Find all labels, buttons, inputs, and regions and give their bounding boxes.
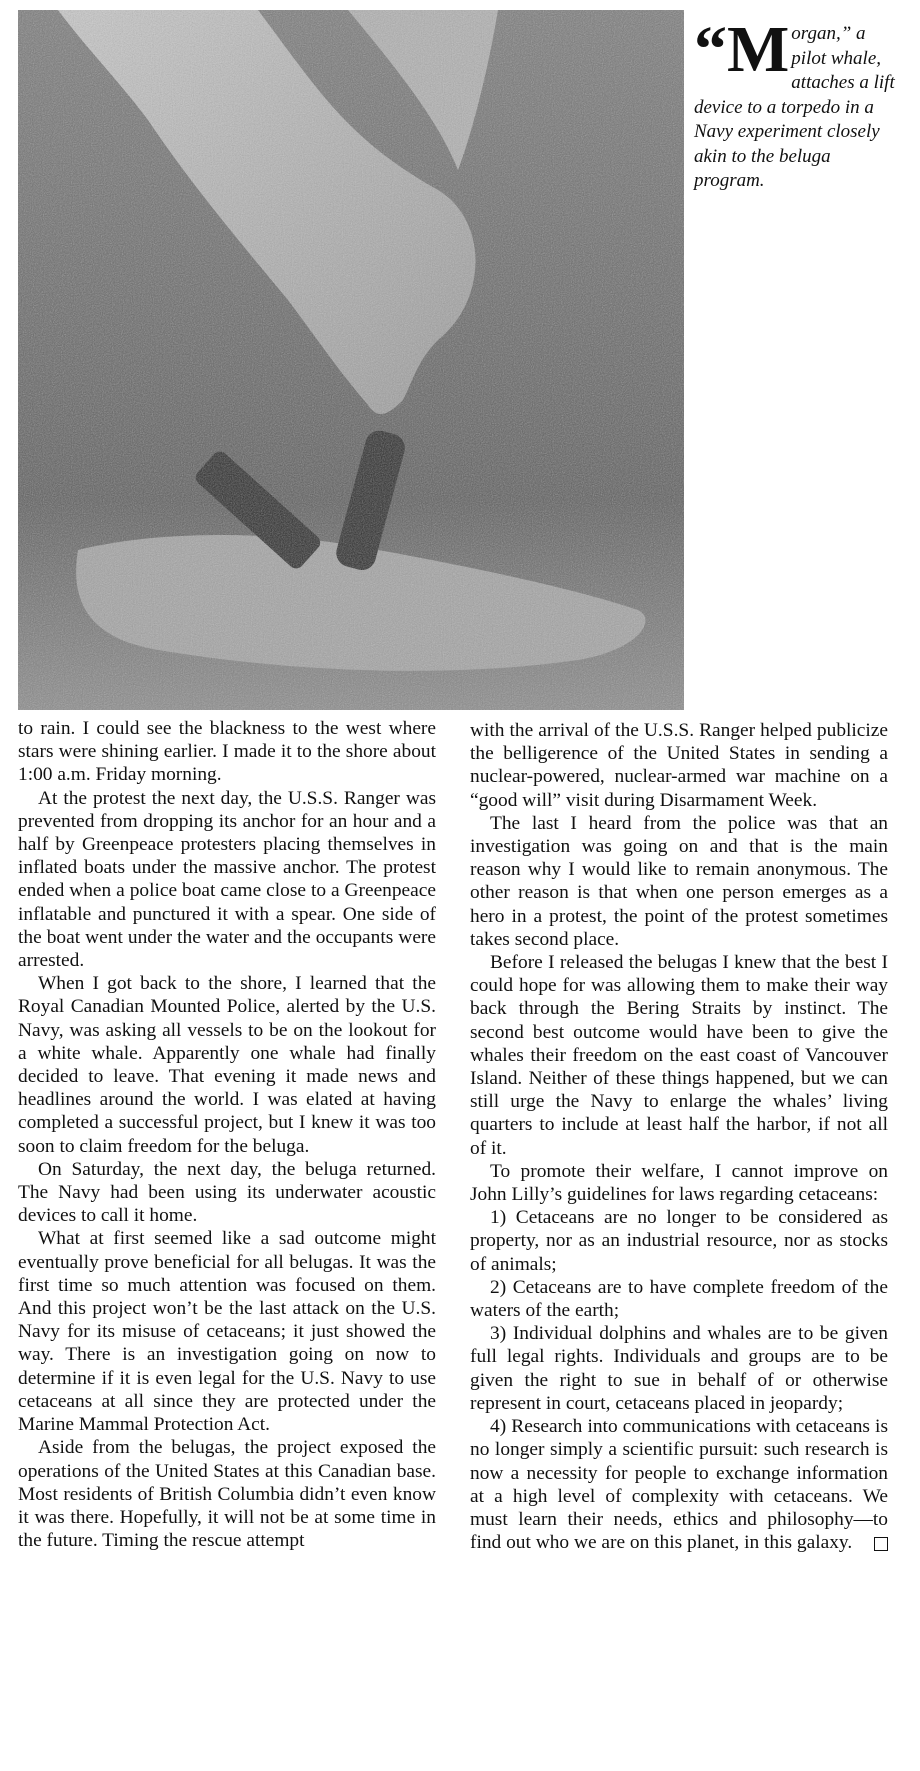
paragraph: with the arrival of the U.S.S. Ranger helped publicize the belligerence of the United States in sending a nuclear-powered, nuclear-armed war machine on a “good will” visit during Disarmament Week. [470,720,888,811]
article-column-right [470,719,888,1554]
guideline-item: 1) Cetaceans are no longer to be considered as property, nor as an industrial resource, nor as stocks of animals; [470,1207,888,1275]
guideline-item [470,1415,888,1554]
paragraph: To promote their welfare, I cannot improve on John Lilly’s guidelines for laws regarding cetaceans: [470,1160,888,1206]
paragraph: At the protest the next day, the U.S.S. Ranger was prevented from dropping its anchor for an hour and a half by Greenpeace protesters placing themselves in inflated boats under the massive anchor. The protest ended when a police boat came close to a Greenpeace inflatable and punctured it with a spear. One side of the boat went under the water and the occupants were arrested. [18,787,436,972]
whale-torpedo-photo [18,10,684,710]
paragraph: The last I heard from the police was that an investigation was going on and that is the main reason why I would like to remain anonymous. The other reason is that when one person emerges as a hero in a protest, the point of the protest sometimes takes second place. [470,812,888,950]
paragraph: to rain. I could see the blackness to the west where stars were shining earlier. I made it to the shore about 1:00 a.m. Friday morning. [18,718,436,786]
paragraph: What at first seemed like a sad outcome might eventually prove beneficial for all belugas. It was the first time so much attention was focused on them. And this project won’t be the last attack on the U.S. Navy for its misuse of cetaceans; it just showed the way. There is an investigation going on now to determine if it is even legal for the U.S. Navy to use cetaceans at all since they are protected under the Marine Mammal Protection Act. [18,1228,436,1436]
end-of-article-mark [874,1537,888,1551]
photo-illustration [18,10,684,710]
caption-text: organ,” a pilot whale, attaches a lift device to a torpedo in a Navy experiment closely akin to the beluga program. [694,23,895,191]
caption-dropcap: “M [694,13,790,86]
paragraph: Before I released the belugas I knew that the best I could hope for was allowing them to make their way back through the Bering Straits by instinct. The second best outcome would have been to give the whales their freedom on the east coast of Vancouver Island. Neither of these things happened, but we can still urge the Navy to enlarge the whales’ living quarters to include at least half the harbor, if not all of it. [470,952,888,1159]
paragraph: When I got back to the shore, I learned that the Royal Canadian Mounted Police, alerted by the U.S. Navy, was asking all vessels to be on the lookout for a white whale. Apparently one whale had finally decided to leave. That evening it made news and headlines around the world. I was elated at having completed a successful project, but I knew it was too soon to claim freedom for the beluga. [18,973,436,1157]
paragraph: Aside from the belugas, the project exposed the operations of the United States at this Canadian base. Most residents of British Columbia didn’t even know it was there. Hopefully, it will not be at some time in the future. Timing the rescue attempt [18,1437,436,1552]
guideline-item-text: 4) Research into communications with cetaceans is no longer simply a scientific pursuit: such research is now a necessity for people to exchange information at a high level of complexity with cetaceans. We must learn their needs, ethics and philosophy—to find out who we are on this planet, in this galaxy. [470,1416,888,1554]
guideline-item: 3) Individual dolphins and whales are to be given full legal rights. Individuals and groups are to be given the right to sue in behalf of or otherwise represent in court, cetaceans placed in jeopardy; [470,1323,888,1414]
photo-caption [694,13,904,194]
paragraph: On Saturday, the next day, the beluga returned. The Navy had been using its underwater acoustic devices to call it home. [18,1158,436,1227]
article-column-left [18,717,436,1552]
guideline-item: 2) Cetaceans are to have complete freedom of the waters of the earth; [470,1276,888,1322]
